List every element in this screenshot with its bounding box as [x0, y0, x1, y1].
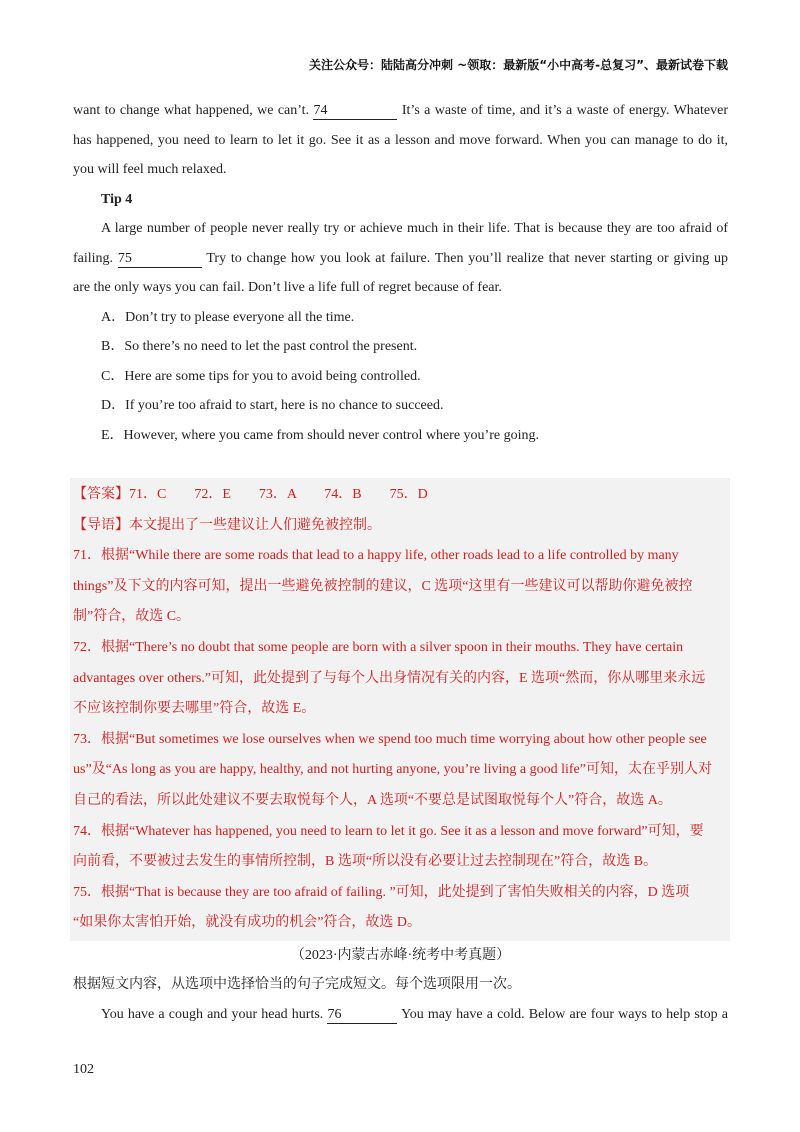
passage-text: You have a cough and your head hurts. [101, 1006, 324, 1022]
question-source: （2023·内蒙古赤峰·统考中考真题） [290, 947, 511, 963]
answer-guide: 【导语】本文提出了一些建议让人们避免被控制。 [73, 517, 381, 533]
blank-75: 75 [118, 251, 202, 268]
tip-heading: Tip 4 [101, 191, 133, 207]
option-c: C．Here are some tips for you to avoid being controlled. [101, 368, 421, 384]
blank-76: 76 [327, 1007, 397, 1024]
answer-explanation-line: 72．根据“There’s no doubt that some people are born with a silver spoon in their mouths. They have certain [73, 639, 684, 655]
answer-key: 【答案】71．C 72．E 73．A 74．B 75．D [73, 487, 428, 502]
answer-explanation-line: 向前看，不要被过去发生的事情所控制，B 选项“所以没有必要让过去控制现在”符合，故选 B。 [73, 854, 658, 870]
answer-explanation-line: advantages over others.”可知，此处提到了与每个人出身情况有关的内容，E 选项“然而，你从哪里来永远 [73, 670, 706, 686]
passage-line: A large number of people never really try or achieve much in their life. That is because they are too afraid of [101, 221, 728, 236]
passage-line: are the only ways you can fail. Don’t live a life full of regret because of fear. [73, 280, 502, 295]
page-header: 关注公众号：陆陆高分冲刺 ~领取：最新版“小中高考-总复习”、最新试卷下载 [309, 58, 728, 72]
option-d: D．If you’re too afraid to start, here is no chance to succeed. [101, 398, 444, 413]
blank-74: 74 [313, 103, 397, 120]
passage-line [73, 96, 728, 126]
answer-explanation-line: 74．根据“Whatever has happened, you need to learn to let it go. See it as a lesson and move forward”可知，要 [73, 823, 704, 839]
option-b: B．So there’s no need to let the past control the present. [101, 339, 418, 354]
passage-text: want to change what happened, we can’t. [73, 103, 310, 118]
passage-line [73, 1000, 728, 1030]
passage-line: you will feel much relaxed. [73, 162, 227, 177]
answer-explanation-line: 制”符合，故选 C。 [73, 609, 191, 625]
answer-explanation-line: 75．根据“That is because they are too afraid of failing. ”可知，此处提到了害怕失败相关的内容，D 选项 [73, 884, 690, 900]
answer-section [70, 478, 730, 941]
answer-explanation-line: 71．根据“While there are some roads that lead to a happy life, other roads lead to a life controlled by many [73, 548, 679, 564]
answer-explanation-line: 73．根据“But sometimes we lose ourselves when we spend too much time worrying about how other people see [73, 731, 707, 747]
answer-explanation-line: 自己的看法，所以此处建议不要去取悦每个人，A 选项“不要总是试图取悦每个人”符合，故选 A。 [73, 792, 672, 808]
answer-explanation-line: 不应该控制你要去哪里”符合，故选 E。 [73, 701, 316, 717]
option-a: A．Don’t try to please everyone all the time. [101, 309, 355, 325]
page-number: 102 [73, 1062, 94, 1077]
answer-explanation-line: things”及下文的内容可知，提出一些避免被控制的建议，C 选项“这里有一些建议可以帮助你避免被控 [73, 578, 693, 594]
passage-text: failing. [73, 250, 114, 266]
passage-text: It’s a waste of time, and it’s a waste of energy. Whatever [401, 103, 728, 118]
passage-line [73, 244, 728, 274]
passage-text: You may have a cold. Below are four ways to help stop a [401, 1006, 728, 1022]
answer-explanation-line: “如果你太害怕开始，就没有成功的机会”符合，故选 D。 [73, 915, 422, 931]
document-body [73, 96, 728, 1029]
option-e: E．However, where you came from should never control where you’re going. [101, 427, 539, 443]
answer-explanation-line: us”及“As long as you are happy, healthy, and not hurting anyone, you’re living a good life”可知，太在乎别人对 [73, 762, 712, 778]
question-instruction: 根据短文内容，从选项中选择恰当的句子完成短文。每个选项限用一次。 [73, 977, 521, 993]
passage-text: Try to change how you look at failure. Then you’ll realize that never starting or giving up [206, 250, 728, 266]
passage-line: has happened, you need to learn to let it go. See it as a lesson and move forward. When you can manage to do it, [73, 132, 728, 148]
